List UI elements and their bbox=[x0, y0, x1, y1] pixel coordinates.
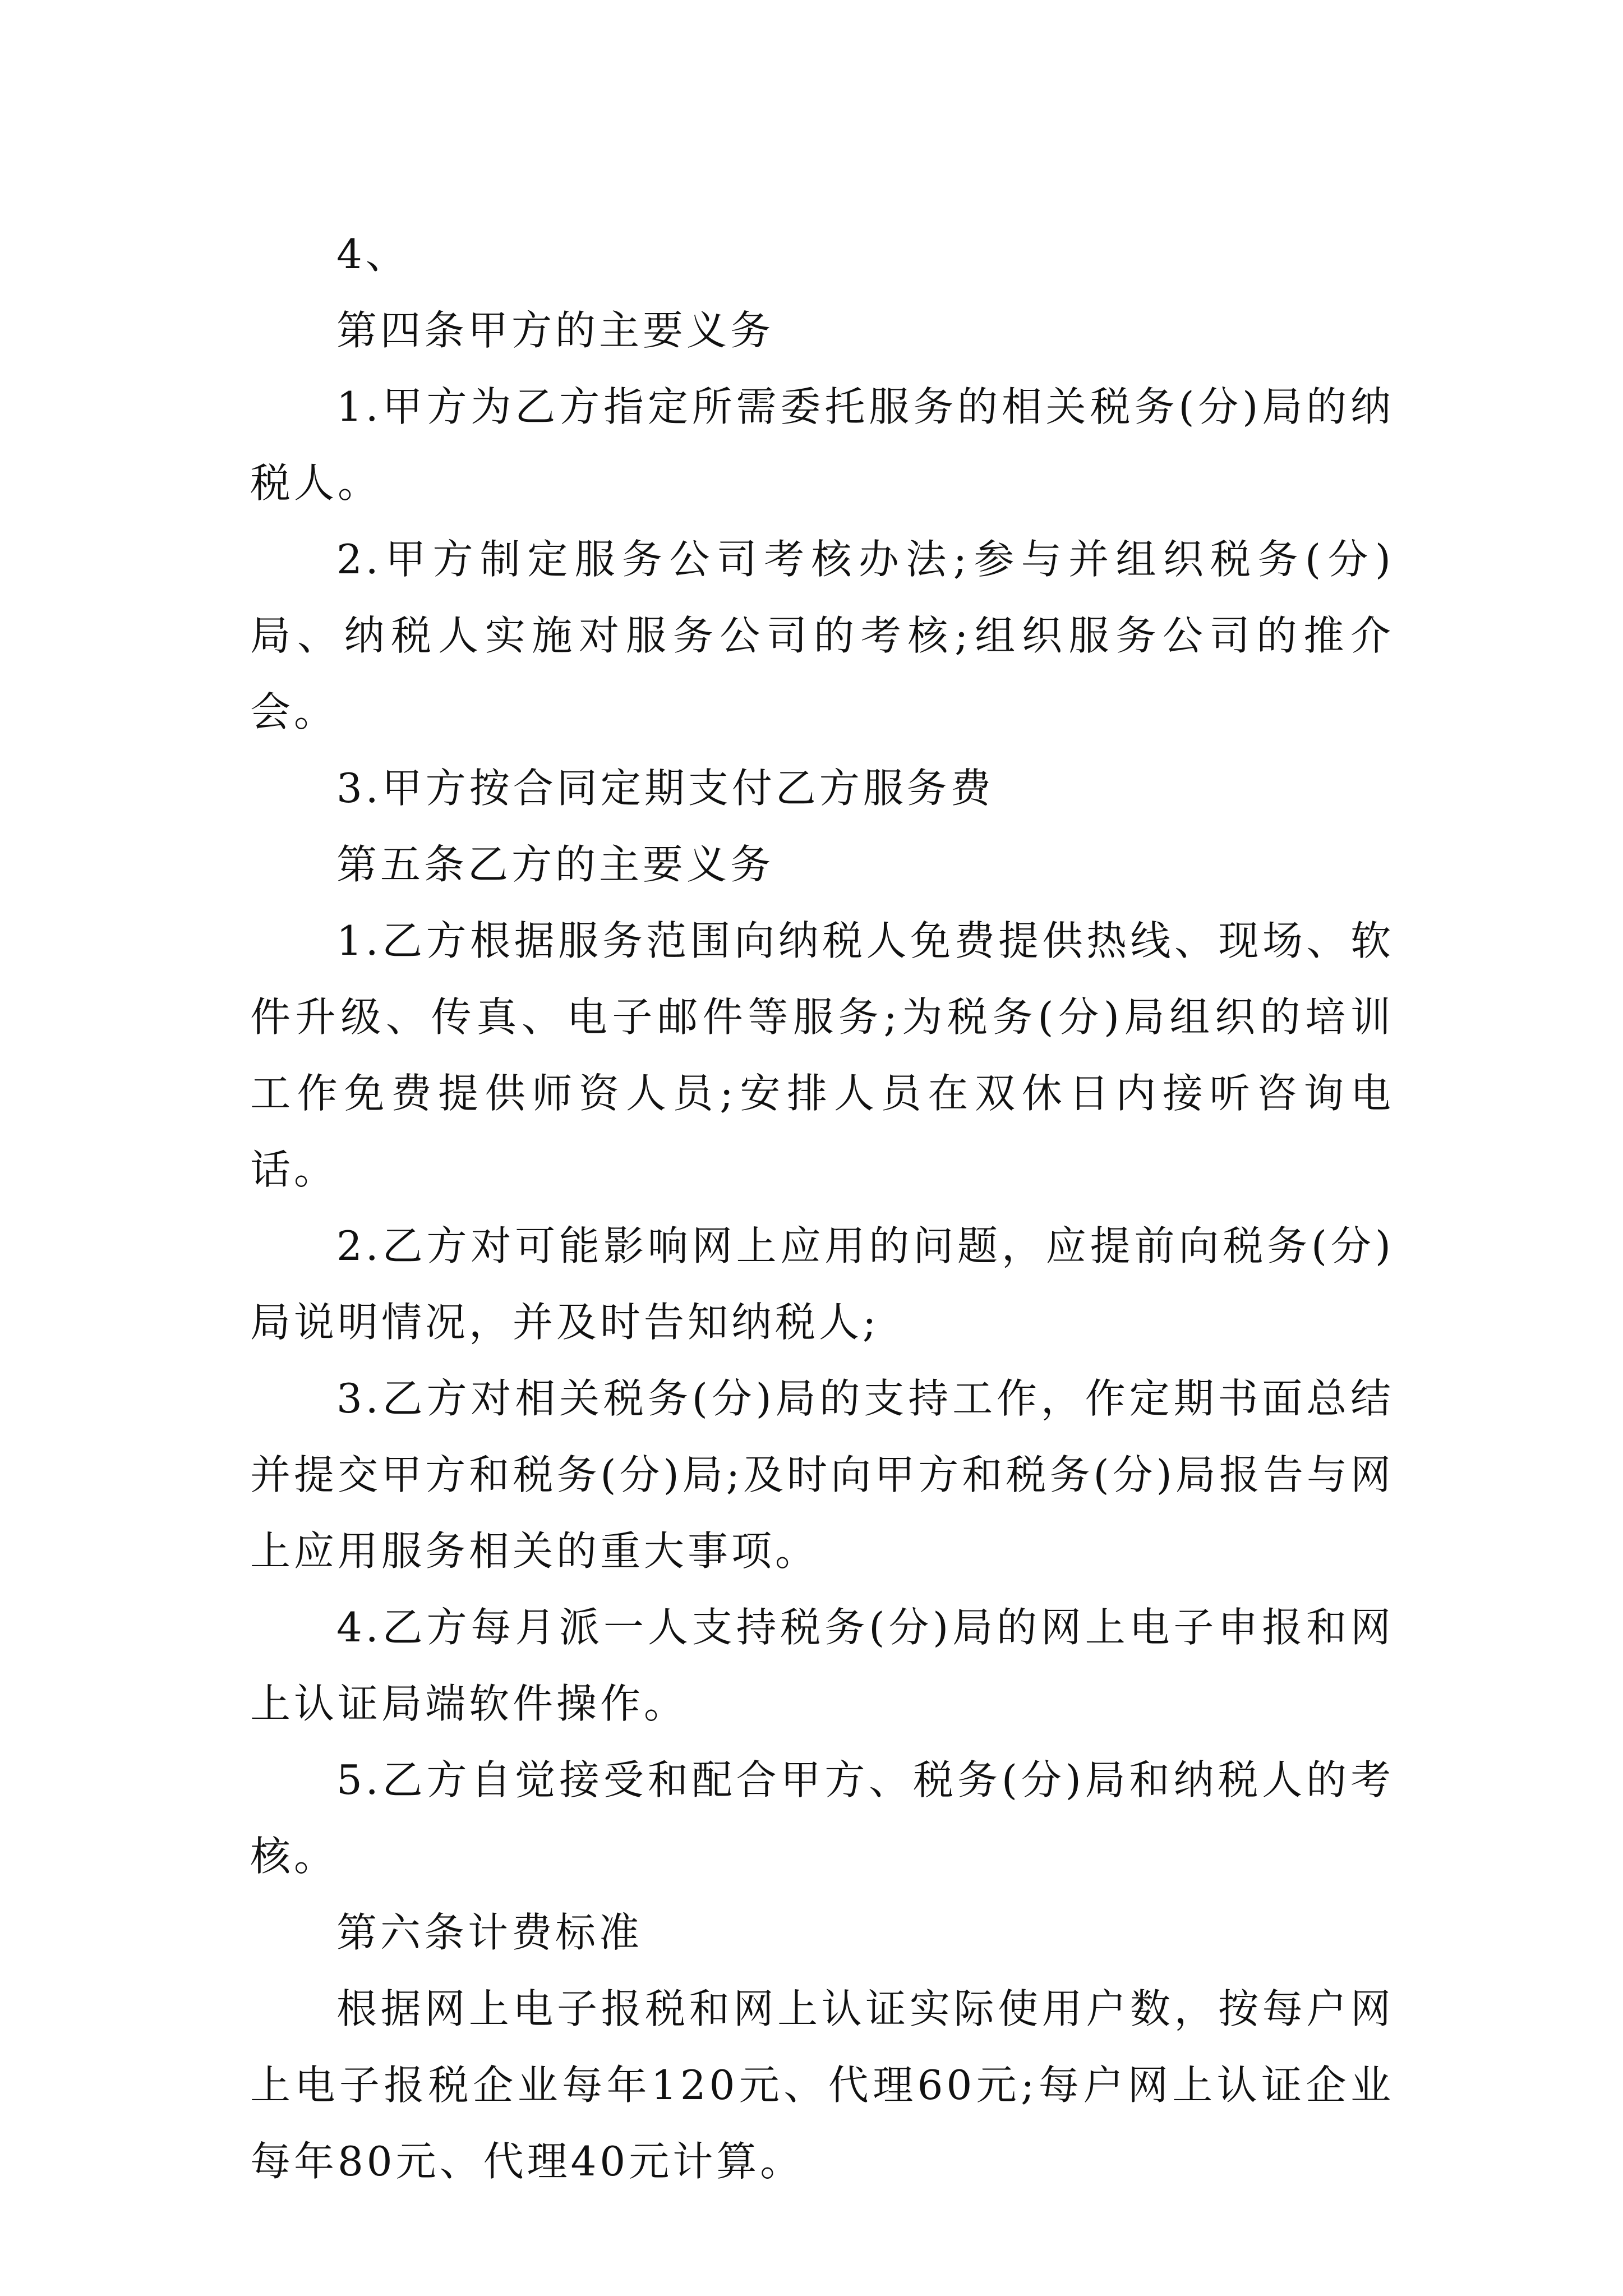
document-body bbox=[250, 216, 1394, 2200]
article-6-heading: 第六条计费标准 bbox=[336, 1909, 643, 1956]
article-5-heading: 第五条乙方的主要义务 bbox=[336, 841, 774, 888]
article-4-clause-1: 1.甲方为乙方指定所需委托服务的相关税务(分)局的纳税人。 bbox=[250, 383, 1394, 507]
article-6-fee-text: 根据网上电子报税和网上认证实际使用户数，按每户网上电子报税企业每年120元、代理60元;每户网上认证企业每年80元、代理40元计算。 bbox=[250, 1985, 1394, 2185]
article-4-clause-2: 2.甲方制定服务公司考核办法;参与并组织税务(分)局、纳税人实施对服务公司的考核;组织服务公司的推介会。 bbox=[250, 536, 1394, 735]
article-5-clause-3: 3.乙方对相关税务(分)局的支持工作，作定期书面总结并提交甲方和税务(分)局;及时向甲方和税务(分)局报告与网上应用服务相关的重大事项。 bbox=[250, 1375, 1394, 1575]
article-5-clause-4: 4.乙方每月派一人支持税务(分)局的网上电子申报和网上认证局端软件操作。 bbox=[250, 1604, 1394, 1727]
article-4-heading: 第四条甲方的主要义务 bbox=[336, 307, 774, 354]
article-5-clause-1: 1.乙方根据服务范围向纳税人免费提供热线、现场、软件升级、传真、电子邮件等服务;为税务(分)局组织的培训工作免费提供师资人员;安排人员在双休日内接听咨询电话。 bbox=[250, 917, 1394, 1193]
article-4-clause-3: 3.甲方按合同定期支付乙方服务费 bbox=[336, 765, 994, 812]
paragraph-item-number-4: 4、 bbox=[336, 231, 409, 278]
article-5-clause-2: 2.乙方对可能影响网上应用的问题，应提前向税务(分)局说明情况，并及时告知纳税人; bbox=[250, 1222, 1394, 1346]
article-5-clause-5: 5.乙方自觉接受和配合甲方、税务(分)局和纳税人的考核。 bbox=[250, 1756, 1394, 1880]
